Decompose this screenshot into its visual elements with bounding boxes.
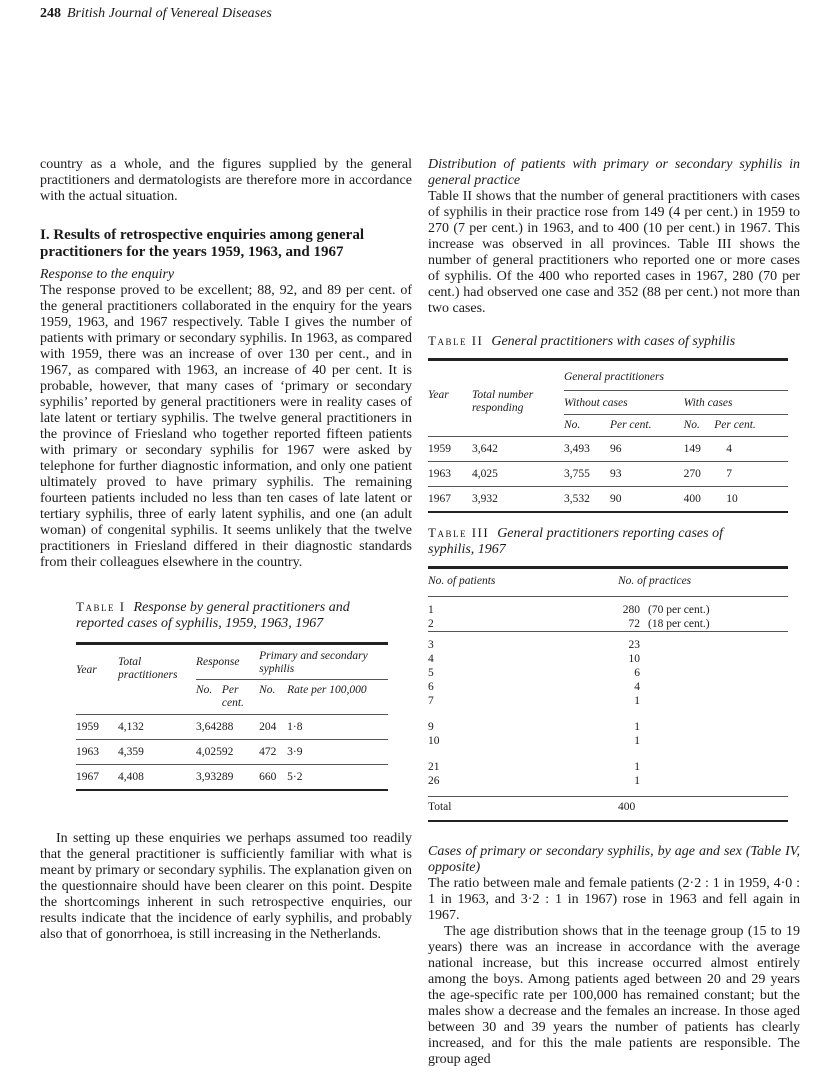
table-row — [428, 708, 788, 734]
total-value: 400 — [618, 801, 636, 813]
table-row — [76, 739, 388, 764]
page-number: 248 — [40, 6, 61, 21]
table-cell: 270 — [683, 468, 701, 480]
table-cell: 5·2 — [287, 770, 303, 783]
col-header: Rate per 100,000 — [287, 679, 388, 714]
table-label: Table III — [428, 525, 490, 540]
table-cell — [618, 617, 788, 632]
table-cell: 3,642 — [472, 443, 498, 455]
col-header: No. — [564, 415, 610, 437]
table-row — [428, 437, 788, 462]
table-row — [76, 714, 388, 739]
col-header: Response — [196, 655, 240, 668]
table-cell: 96 — [609, 443, 622, 455]
table-1 — [76, 599, 396, 791]
col-header: Year — [76, 663, 97, 676]
table-cell: 89 — [221, 770, 234, 783]
table-cell: 1963 — [76, 745, 99, 758]
table-cell: 10 — [726, 493, 738, 505]
table-row — [428, 734, 788, 748]
table-cell — [618, 708, 788, 734]
table-cell — [618, 680, 788, 694]
table-cell: 21 — [428, 761, 440, 773]
table-cell: 472 — [259, 745, 277, 758]
table-row — [428, 462, 788, 487]
table-cell: 4,025 — [196, 745, 222, 758]
table-cell — [618, 666, 788, 680]
table-cell — [618, 774, 788, 797]
table-cell: 26 — [428, 775, 440, 787]
subheading: Response to the enquiry — [40, 267, 175, 282]
table-label: Table II — [428, 333, 484, 348]
right-column — [428, 157, 800, 1068]
table-cell — [618, 694, 788, 708]
paragraph: Table II shows that the number of general practitioners with cases of syphilis in their practice rose from 149 (4 per cent.) in 1959 to 270 (7 per cent.) in 1963, and to 400 (10 per cent.) in 1967. This increase was observed in all provinces. Table III shows the number of general practitioners who reported one or more cases of syphilis. Of the 400 who reported cases in 1967, 280 (70 per cent.) had observed one case and 352 (88 per cent.) not more than two cases. — [428, 189, 800, 316]
table-cell: 3,532 — [564, 493, 590, 505]
table-row — [428, 632, 788, 653]
table-cell — [618, 734, 788, 748]
table-3 — [428, 525, 800, 822]
col-header: General practitioners — [564, 360, 788, 391]
table-cell: 6 — [428, 681, 434, 693]
col-header: Primary and secondary syphilis — [259, 649, 368, 675]
table-row — [428, 652, 788, 666]
left-column — [40, 157, 412, 943]
table-cell: 1967 — [428, 493, 451, 505]
table-cell: 10 — [428, 735, 440, 747]
table-cell: 149 — [683, 443, 701, 455]
practice-count: 1 — [634, 721, 640, 733]
table-cell: 3,755 — [564, 468, 590, 480]
paragraph: The response proved to be excellent; 88, 92, and 89 per cent. of the general practitioners collaborated in the enquiry for the years 1959, 1963, and 1967 respectively. Table I gives the number of patients with primary or secondary syphilis. In 1963, as compared with 1959, there was an increase of over 130 per cent., and in 1967, as compared with 1963, an increase of 40 per cent. It is probable, however, that many cases of ‘primary or secondary syphilis’ reported by general practitioners were in reality cases of late latent or tertiary syphilis. The twelve general practitioners in the province of Friesland who together reported fifteen patients with primary or secondary syphilis for 1967 were asked by telephone for further diagnostic information, and only one patient ultimately proved to have primary syphilis. The remaining fourteen patients included no less than ten cases of late latent or tertiary syphilis, three of early latent syphilis, and one (an adult woman) of congenital syphilis. It seems unlikely that the twelve practitioners in Friesland differed in their diagnostic standards from their colleagues elsewhere in the country. — [40, 283, 412, 570]
col-header: Total practitioners — [118, 655, 178, 681]
table-cell: 4,025 — [472, 468, 498, 480]
table-cell: 92 — [221, 745, 234, 758]
table-cell: 4 — [428, 653, 434, 665]
table-row — [428, 617, 788, 632]
table-cell: 9 — [428, 721, 434, 733]
running-header — [40, 6, 272, 22]
paragraph: The age distribution shows that in the teenage group (15 to 19 years) there was an increase in accordance with the average national increase, but this increase occurred almost entirely among the boys. Among patients aged between 20 and 29 years the age-specific rate per 100,000 has remained constant; but the males show a decrease and the females an increase. In those aged between 30 and 39 years the number of patients has clearly increased, and for this the male patients are responsible. The group aged — [428, 924, 800, 1067]
col-header: Without cases — [564, 397, 628, 409]
col-header: Year — [428, 389, 449, 401]
col-header: No. of patients — [428, 575, 496, 587]
col-header: No. — [259, 679, 287, 714]
col-header: Per cent. — [222, 679, 259, 714]
table-cell: 7 — [726, 468, 733, 480]
table-cell: 5 — [428, 667, 434, 679]
subheading: Cases of primary or secondary syphilis, by age and sex (Table IV, opposite) — [428, 844, 800, 875]
table-row — [428, 748, 788, 774]
table-cell: 3,932 — [472, 493, 498, 505]
table-caption: General practitioners reporting cases of syphilis, 1967 — [428, 526, 723, 557]
table-caption: Response by general practitioners and reported cases of syphilis, 1959, 1963, 1967 — [76, 600, 350, 631]
table-cell — [618, 632, 788, 653]
table-cell: 3 — [428, 639, 434, 651]
table-cell: 3,493 — [564, 443, 590, 455]
table-row — [428, 680, 788, 694]
table-cell: 88 — [221, 720, 234, 733]
practice-count: 1 — [634, 775, 640, 787]
practice-count: 6 — [634, 667, 640, 679]
table-cell: 660 — [259, 770, 277, 783]
table-cell — [618, 748, 788, 774]
section-heading: I. Results of retrospective enquiries among general practitioners for the years 1959, 1963, and 1967 — [40, 227, 364, 260]
table-cell: 4,408 — [118, 770, 144, 783]
table-cell: 93 — [609, 468, 622, 480]
table-caption: General practitioners with cases of syphilis — [491, 334, 736, 349]
table-cell: 1963 — [428, 468, 451, 480]
table-cell: 3,932 — [196, 770, 222, 783]
practice-count: 1 — [634, 761, 640, 773]
practice-count: 1 — [634, 695, 640, 707]
practice-percent: (18 per cent.) — [648, 618, 710, 630]
table-cell: 204 — [259, 720, 277, 733]
table-cell: 3,642 — [196, 720, 222, 733]
paragraph: In setting up these enquiries we perhaps assumed too readily that the general practitioner is sufficiently familiar with what is meant by primary or secondary syphilis. The explanation given on the questionnaire should have been clearer on this point. Despite the shortcomings inherent in such retrospective enquiries, our results indicate that the incidence of early syphilis, and probably also that of gonorrhoea, is still increasing in the Netherlands. — [40, 830, 412, 942]
table-cell: 4 — [726, 443, 733, 455]
table-cell: 1959 — [428, 443, 451, 455]
subheading: Distribution of patients with primary or secondary syphilis in general practice — [428, 157, 800, 188]
table-cell: 90 — [609, 493, 622, 505]
col-header: No. of practices — [618, 575, 692, 587]
total-label: Total — [428, 801, 452, 813]
table-row — [428, 774, 788, 797]
col-header: Per cent. — [610, 415, 684, 437]
table-cell: 3·9 — [287, 745, 303, 758]
table-cell: 2 — [428, 618, 434, 630]
table-cell — [618, 597, 788, 618]
table-cell: 1967 — [76, 770, 99, 783]
table-row — [428, 694, 788, 708]
table-cell: 7 — [428, 695, 434, 707]
table-cell: 1·8 — [287, 720, 303, 733]
paragraph: The ratio between male and female patients (2·2 : 1 in 1959, 4·0 : 1 in 1963, and 3·2 : 1 in 1967) rose in 1963 and fell again in 1967. — [428, 876, 800, 923]
table-row — [76, 764, 388, 790]
table-row — [428, 666, 788, 680]
table-2 — [428, 333, 800, 513]
table-cell: 1 — [428, 604, 434, 616]
col-header: No. — [684, 415, 715, 437]
journal-title: British Journal of Venereal Diseases — [67, 6, 272, 21]
table-cell: 1959 — [76, 720, 99, 733]
practice-percent: (70 per cent.) — [648, 604, 710, 616]
table-cell — [618, 652, 788, 666]
table-cell: 400 — [683, 493, 701, 505]
practice-count: 1 — [634, 735, 640, 747]
col-header: Total number responding — [472, 389, 534, 414]
table-row — [428, 597, 788, 618]
practice-count: 10 — [628, 653, 640, 665]
paragraph: country as a whole, and the figures supplied by the general practitioners and dermatologists are therefore more in accordance with the actual situation. — [40, 157, 412, 204]
table-cell: 4,132 — [118, 720, 144, 733]
practice-count: 280 — [622, 604, 640, 616]
col-header: With cases — [683, 397, 733, 409]
table-cell: 4,359 — [118, 745, 144, 758]
practice-count: 23 — [628, 639, 640, 651]
col-header: No. — [196, 679, 222, 714]
table-label: Table I — [76, 599, 126, 614]
practice-count: 72 — [628, 618, 640, 630]
table-row — [428, 487, 788, 513]
col-header: Per cent. — [714, 415, 788, 437]
practice-count: 4 — [634, 681, 640, 693]
